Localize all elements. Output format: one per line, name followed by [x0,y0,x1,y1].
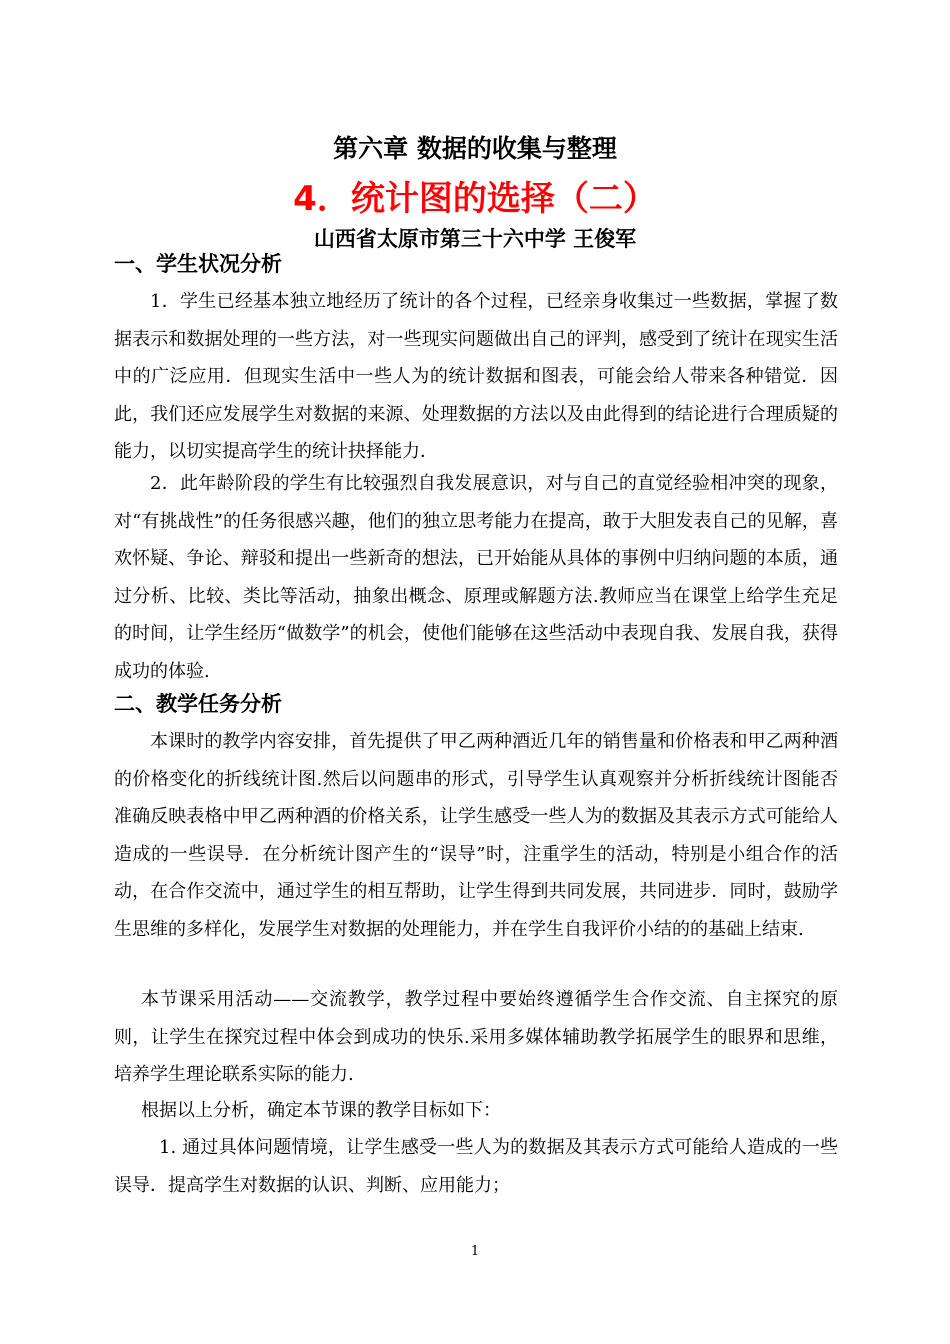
page-number: 1 [470,1244,480,1259]
section-heading: 二、教学任务分析 [114,692,282,716]
paragraph: 1. 通过具体问题情境，让学生感受一些人为的数据及其表示方式可能给人造成的一些误导．提高学生对数据的认识、判断、应用能力； [114,1137,838,1196]
paragraph: 根据以上分析，确定本节课的教学目标如下： [141,1100,501,1121]
paragraph: 1．学生已经基本独立地经历了统计的各个过程，已经亲身收集过一些数据，掌握了数据表示和数据处理的一些方法，对一些现实问题做出自己的评判，感受到了统计在现实生活中的广泛应用．但现实生活中一些人为的统计数据和图表，可能会给人带来各种错觉．因此，我们还应发展学生对数据的来源、处理数据的方法以及由此得到的结论进行合理质疑的能力，以切实提高学生的统计抉择能力． [114,291,838,462]
section-heading: 一、学生状况分析 [114,252,282,276]
lesson-title: 4．统计图的选择（二） [293,179,657,219]
paragraph: 本节课采用活动——交流教学，教学过程中要始终遵循学生合作交流、自主探究的原则，让学生在探究过程中体会到成功的快乐.采用多媒体辅助教学拓展学生的眼界和思维，培养学生理论联系实际的能力. [114,989,838,1085]
paragraph: 2．此年龄阶段的学生有比较强烈自我发展意识，对与自己的直觉经验相冲突的现象，对“有挑战性”的任务很感兴趣，他们的独立思考能力在提高，敢于大胆发表自己的见解，喜欢怀疑、争论、辩驳和提出一些新奇的想法，已开始能从具体的事例中归纳问题的本质，通过分析、比较、类比等活动，抽象出概念、原理或解题方法.教师应当在课堂上给学生充足的时间，让学生经历“做数学”的机会，使他们能够在这些活动中表现自我、发展自我，获得成功的体验. [114,473,838,682]
paragraph: 本课时的教学内容安排，首先提供了甲乙两种酒近几年的销售量和价格表和甲乙两种酒的价格变化的折线统计图.然后以问题串的形式，引导学生认真观察并分析折线统计图能否准确反映表格中甲乙两种酒的价格关系，让学生感受一些人为的数据及其表示方式可能给人造成的一些误导．在分析统计图产生的“误导”时，注重学生的活动，特别是小组合作的活动，在合作交流中，通过学生的相互帮助，让学生得到共同发展，共同进步．同时，鼓励学生思维的多样化，发展学生对数据的处理能力，并在学生自我评价小结的的基础上结束. [114,731,838,940]
author-line: 山西省太原市第三十六中学 王俊军 [313,227,637,251]
chapter-title: 第六章 数据的收集与整理 [333,134,617,163]
